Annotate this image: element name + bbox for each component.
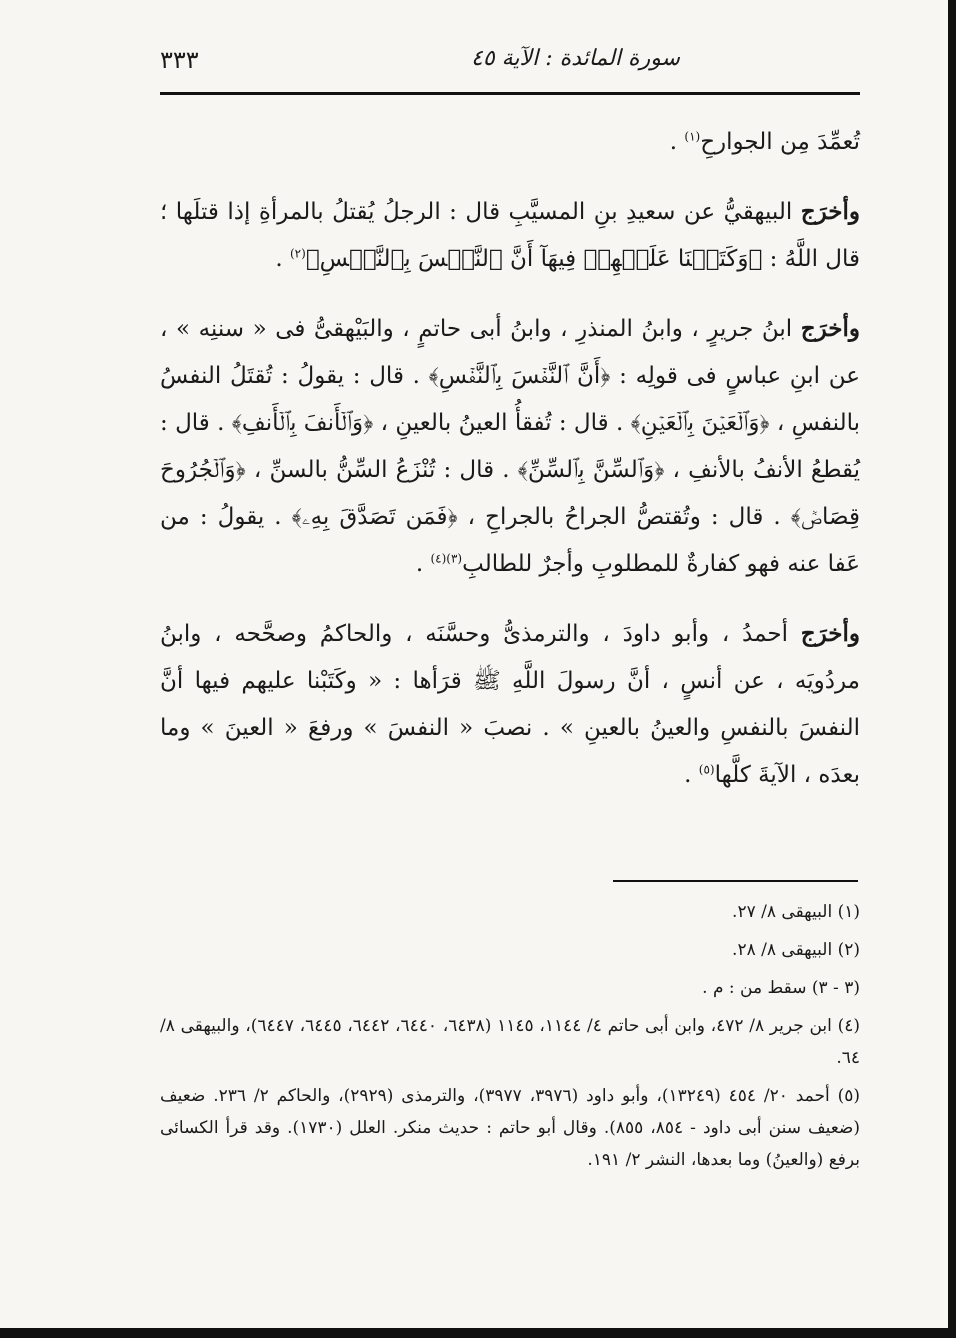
footnotes [160, 896, 860, 1182]
paragraph-text: ابنُ جريرٍ ، وابنُ المنذرِ ، وابنُ أبى حاتمٍ ، والبَيْهقىُّ فى « سننِه » ، عن ابنِ عباسٍ فى قولِه : ﴿أَنَّ ٱلنَّفۡسَ بِٱلنَّفۡسِ﴾ . قال : يقولُ : تُقتَلُ النفسُ بالنفسِ ، ﴿وَٱلۡعَيۡنَ بِٱلۡعَيۡنِ﴾ . قال : تُفقأُ العينُ بالعينِ ، ﴿وَٱلۡأَنفَ بِٱلۡأَنفِ﴾ . قال : يُقطعُ الأنفُ بالأنفِ ، ﴿وَٱلسِّنَّ بِٱلسِّنِّ﴾ . قال : تُنْزَعُ السِّنُّ بالسنِّ ، ﴿وَٱلۡجُرُوحَ قِصَاصٞ﴾ . قال : وتُقتصُّ الجراحُ بالجراحِ ، ﴿فَمَن تَصَدَّقَ بِهِۦ﴾ . يقولُ : من عَفا عنه فهو كفارةٌ للمطلوبِ وأجرٌ للطالبِ [160, 316, 860, 577]
header-rule [160, 92, 860, 95]
footnote-5: (٥) أحمد ٢٠/ ٤٥٤ (١٣٢٤٩)، وأبو داود (٣٩٧٦، ٣٩٧٧)، والترمذى (٢٩٢٩)، والحاكم ٢/ ٢٣٦. ضعيف (ضعيف سنن أبى داود - ٨٥٤، ٨٥٥). وقال أبو حاتم : حديث منكر. العلل (١٧٣٠). وقد قرأ الكسائى برفع (والعينُ) وما بعدها، النشر ٢/ ١٩١. [160, 1086, 860, 1170]
footnote-2: (٢) البيهقى ٨/ ٢٨. [732, 940, 860, 960]
paragraph-tail: . [669, 129, 685, 155]
paragraph-tail: . [415, 551, 431, 577]
paragraph-1 [160, 118, 860, 166]
page-header [160, 40, 860, 80]
paragraph-4 [160, 610, 860, 799]
paragraph-3 [160, 305, 860, 588]
main-text [160, 118, 860, 821]
scan-edge-right [948, 0, 956, 1338]
footnote-separator [613, 880, 858, 882]
page-number: ٣٣٣ [160, 46, 199, 74]
paragraph-2 [160, 188, 860, 283]
paragraph-lead: وأخرَج [800, 198, 860, 225]
footnote-ref: (١) [684, 129, 701, 144]
footnote-1: (١) البيهقى ٨/ ٢٧. [732, 902, 860, 922]
paragraph-tail: . [275, 246, 290, 272]
footnote-ref: (٢) [289, 246, 306, 261]
footnote-4: (٤) ابن جرير ٨/ ٤٧٢، وابن أبى حاتم ٤/ ١١٤٤، ١١٤٥ (٦٤٣٨، ٦٤٤٠، ٦٤٤٢، ٦٤٤٥، ٦٤٤٧)، والبيهقى ٨/ ٦٤. [160, 1016, 860, 1068]
footnote-ref: (٥) [698, 762, 715, 777]
running-head-title: سورة المائدة : الآية ٤٥ [471, 46, 680, 71]
footnote-ref: (٣)(٤) [430, 551, 463, 566]
paragraph-text: أحمدُ ، وأبو داودَ ، والترمذىُّ وحسَّنَه ، والحاكمُ وصحَّحه ، وابنُ مردُويَه ، عن أنسٍ ، أنَّ رسولَ اللَّهِ ﷺ قرَأها : « وكَتَبْنا عليهم فيها أنَّ النفسَ بالنفسِ والعينُ بالعينِ » . نصبَ « النفسَ » ورفعَ « العينَ » وما بعدَه ، الآيةَ كلَّها [160, 621, 860, 788]
footnote-3: (٣ - ٣) سقط من : م . [702, 978, 860, 998]
scan-edge-bottom [0, 1328, 956, 1338]
paragraph-text: تُعمِّدَ مِن الجوارحِ [700, 129, 860, 155]
paragraph-text: البيهقيُّ عن سعيدِ بنِ المسيَّبِ قال : الرجلُ يُقتلُ بالمرأةِ إذا قتلَها ؛ قال اللَّهُ : ﴿وَكَتَبۡنَا عَلَيۡهِمۡ فِيهَآ أَنَّ ٱلنَّفۡسَ بِٱلنَّفۡسِ﴾ [160, 199, 860, 272]
paragraph-lead: وأخرَج [800, 620, 860, 647]
paragraph-lead: وأخرَج [800, 315, 860, 342]
paragraph-tail: . [684, 762, 699, 788]
